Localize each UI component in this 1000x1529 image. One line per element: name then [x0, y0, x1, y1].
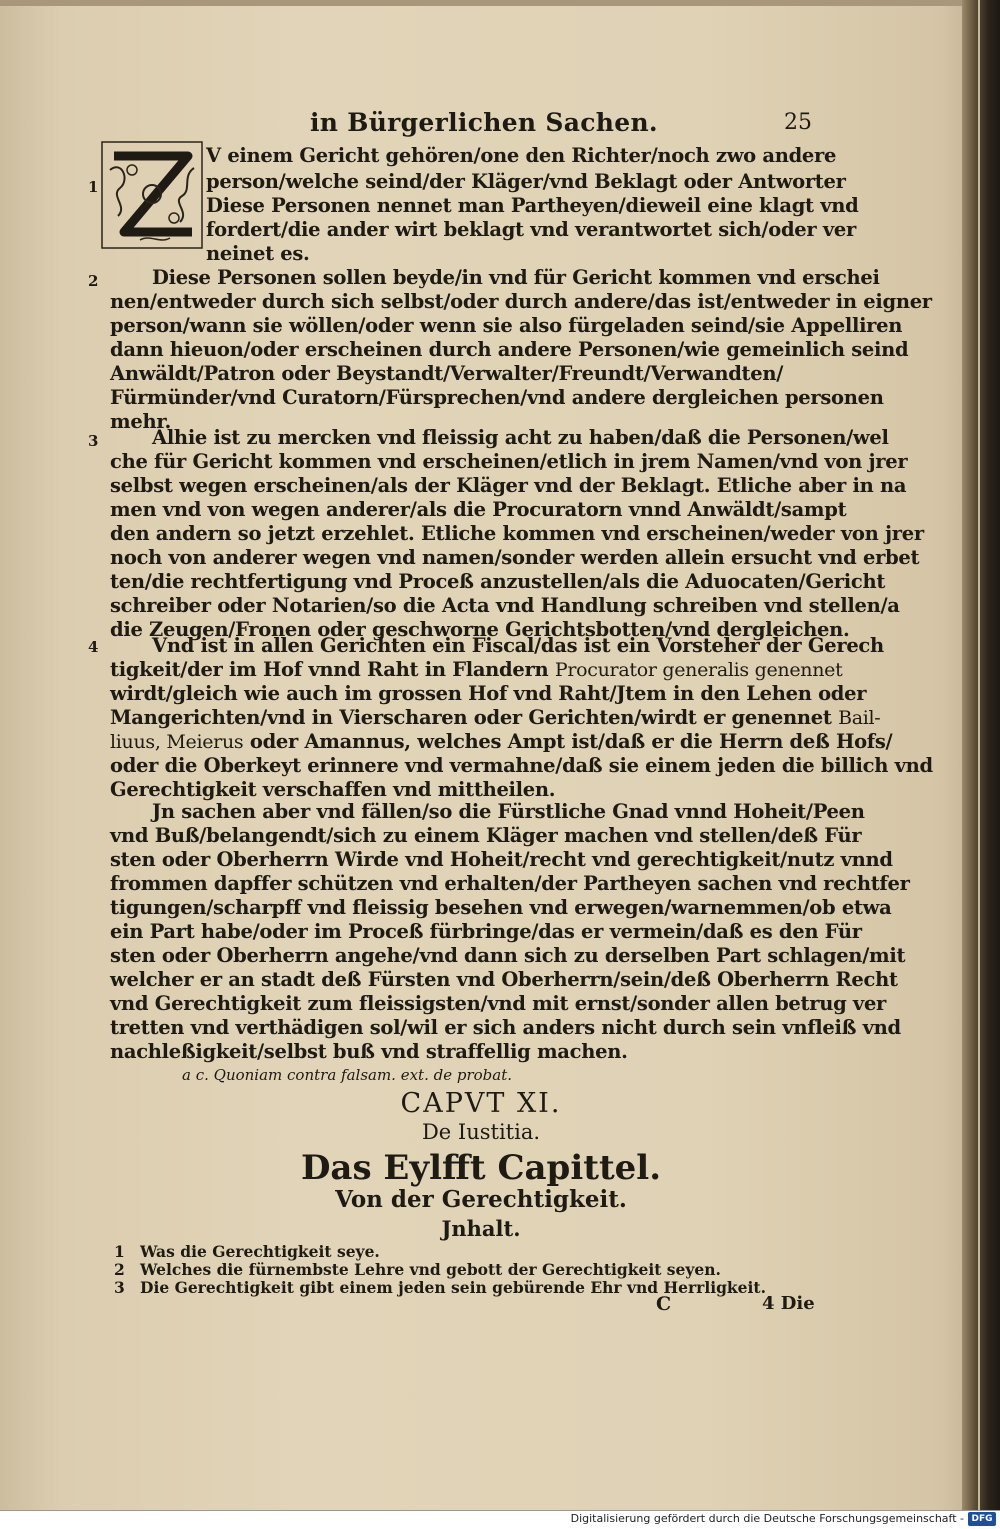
- signature-mark: C: [656, 1293, 672, 1315]
- text-line: oder die Oberkeyt erinnere vnd vermahne/daß sie einem jeden die billich vnd: [110, 754, 933, 777]
- latin-term: Procurator generalis genennet: [554, 659, 843, 681]
- text-line: tretten vnd verthädigen sol/wil er sich anders nicht durch sein vnfleiß vnd: [110, 1016, 901, 1039]
- text-segment: tigkeit/der im Hof vnnd Raht in Flandern: [110, 658, 549, 681]
- footnote: a c. Quoniam contra falsam. ext. de probat.: [182, 1066, 513, 1084]
- catchword: 4 Die: [762, 1293, 815, 1314]
- text-segment: Mangerichten/vnd in Vierscharen oder Gerichten/wirdt er genennet: [110, 706, 832, 729]
- text-line: tigungen/scharpff vnd fleissig besehen vnd erwegen/warnemmen/ob etwa: [110, 896, 892, 919]
- text-line: frommen dapffer schützen vnd erhalten/der Partheyen sachen vnd rechtfer: [110, 872, 910, 895]
- contents-item-number: 2: [114, 1260, 125, 1279]
- margin-number-1: 1: [88, 178, 99, 196]
- text-line: nen/entweder durch sich selbst/oder durch andere/das ist/entweder in eigner: [110, 290, 932, 313]
- contents-item-number: 3: [114, 1278, 125, 1297]
- contents-item-text: Die Gerechtigkeit gibt einem jeden sein gebürende Ehr vnd Herrligkeit.: [140, 1278, 766, 1297]
- page-number: 25: [784, 110, 812, 135]
- text-line: Vnd ist in allen Gerichten ein Fiscal/das ist ein Vorsteher der Gerech: [152, 634, 884, 657]
- text-line: sten oder Oberherrn Wirde vnd Hoheit/recht vnd gerechtigkeit/nutz vnnd: [110, 848, 893, 871]
- book-gutter: [962, 0, 1000, 1510]
- contents-item: [114, 1260, 721, 1279]
- text-line: wirdt/gleich wie auch im grossen Hof vnd Raht/Jtem in den Lehen oder: [110, 682, 867, 705]
- dfg-logo[interactable]: DFG: [968, 1512, 996, 1526]
- chapter-latin-title: De Iustitia.: [421, 1120, 541, 1144]
- text-line: Diese Personen nennet man Partheyen/dieweil eine klagt vnd: [206, 194, 859, 217]
- gutter-highlight: [978, 0, 980, 1510]
- text-line: ten/die rechtfertigung vnd Proceß anzustellen/als die Aduocaten/Gericht: [110, 570, 886, 593]
- text-line: men vnd von wegen anderer/als die Procuratorn vnnd Anwäldt/sampt: [110, 498, 847, 521]
- chapter-number: CAPVT XI.: [400, 1088, 562, 1119]
- text-line: vnd Buß/belangendt/sich zu einem Kläger machen vnd stellen/deß Für: [110, 824, 862, 847]
- footer-credit: Digitalisierung gefördert durch die Deutsche Forschungsgemeinschaft -: [570, 1512, 964, 1525]
- latin-term: liuus, Meierus: [110, 731, 244, 753]
- text-line: selbst wegen erscheinen/als der Kläger vnd der Beklagt. Etliche aber in na: [110, 474, 907, 497]
- margin-number-3: 3: [88, 432, 99, 450]
- ornamental-drop-cap-icon: [100, 140, 204, 250]
- text-line: sten oder Oberherrn angehe/vnd dann sich zu derselben Part schlagen/mit: [110, 944, 906, 967]
- text-line: vnd Gerechtigkeit zum fleissigsten/vnd mit ernst/sonder allen betrug ver: [110, 992, 887, 1015]
- contents-item: [114, 1242, 380, 1261]
- contents-item-text: Was die Gerechtigkeit seye.: [140, 1242, 380, 1261]
- text-line: noch von anderer wegen vnd namen/sonder werden allein ersucht vnd erbet: [110, 546, 920, 569]
- text-line: person/wann sie wöllen/oder wenn sie also fürgeladen seind/sie Appelliren: [110, 314, 903, 337]
- page-top-edge: [0, 0, 962, 6]
- text-line: Gerechtigkeit verschaffen vnd mittheilen.: [110, 778, 556, 801]
- text-line: schreiber oder Notarien/so die Acta vnd Handlung schreiben vnd stellen/a: [110, 594, 900, 617]
- text-line: [110, 732, 892, 752]
- contents-item-number: 1: [114, 1242, 125, 1261]
- contents-heading: Jnhalt.: [441, 1216, 521, 1241]
- text-line: Alhie ist zu mercken vnd fleissig acht zu haben/daß die Personen/wel: [152, 426, 889, 449]
- latin-term: Bail-: [838, 707, 881, 729]
- text-line: mehr.: [110, 410, 171, 433]
- text-line: dann hieuon/oder erscheinen durch andere Personen/wie gemeinlich seind: [110, 338, 909, 361]
- text-line: [110, 660, 842, 680]
- text-line: die Zeugen/Fronen oder geschworne Gerichtsbotten/vnd dergleichen.: [110, 618, 850, 641]
- text-line: person/welche seind/der Kläger/vnd Beklagt oder Antworter: [206, 170, 846, 193]
- text-segment: oder Amannus, welches Ampt ist/daß er die Herrn deß Hofs/: [249, 730, 893, 753]
- text-line: ein Part habe/oder im Proceß fürbringe/das er vermein/daß es den Für: [110, 920, 862, 943]
- text-line: [110, 708, 880, 728]
- text-line: Anwäldt/Patron oder Beystandt/Verwalter/Freundt/Verwandten/: [110, 362, 784, 385]
- text-line: Fürmünder/vnd Curatorn/Fürsprechen/vnd andere dergleichen personen: [110, 386, 884, 409]
- text-line: Jn sachen aber vnd fällen/so die Fürstliche Gnad vnnd Hoheit/Peen: [152, 800, 865, 823]
- text-line: Diese Personen sollen beyde/in vnd für Gericht kommen vnd erschei: [152, 266, 880, 289]
- chapter-subtitle: Von der Gerechtigkeit.: [335, 1186, 627, 1213]
- text-line: fordert/die ander wirt beklagt vnd verantwortet sich/oder ver: [206, 218, 856, 241]
- text-line: den andern so jetzt erzehlet. Etliche kommen vnd erscheinen/weder von jrer: [110, 522, 924, 545]
- running-head: in Bürgerlichen Sachen.: [310, 108, 658, 137]
- chapter-german-title: Das Eylfft Capittel.: [300, 1148, 662, 1188]
- margin-number-2: 2: [88, 272, 99, 290]
- text-line: che für Gericht kommen vnd erscheinen/etlich in jrem Namen/vnd von jrer: [110, 450, 908, 473]
- margin-number-4: 4: [88, 638, 99, 656]
- text-line: V einem Gericht gehören/one den Richter/noch zwo andere: [206, 144, 837, 167]
- contents-item-text: Welches die fürnembste Lehre vnd gebott der Gerechtigkeit seyen.: [140, 1260, 721, 1279]
- text-line: welcher er an stadt deß Fürsten vnd Oberherrn/sein/deß Oberherrn Recht: [110, 968, 898, 991]
- text-line: nachleßigkeit/selbst buß vnd straffellig machen.: [110, 1040, 628, 1063]
- text-line: neinet es.: [206, 242, 310, 265]
